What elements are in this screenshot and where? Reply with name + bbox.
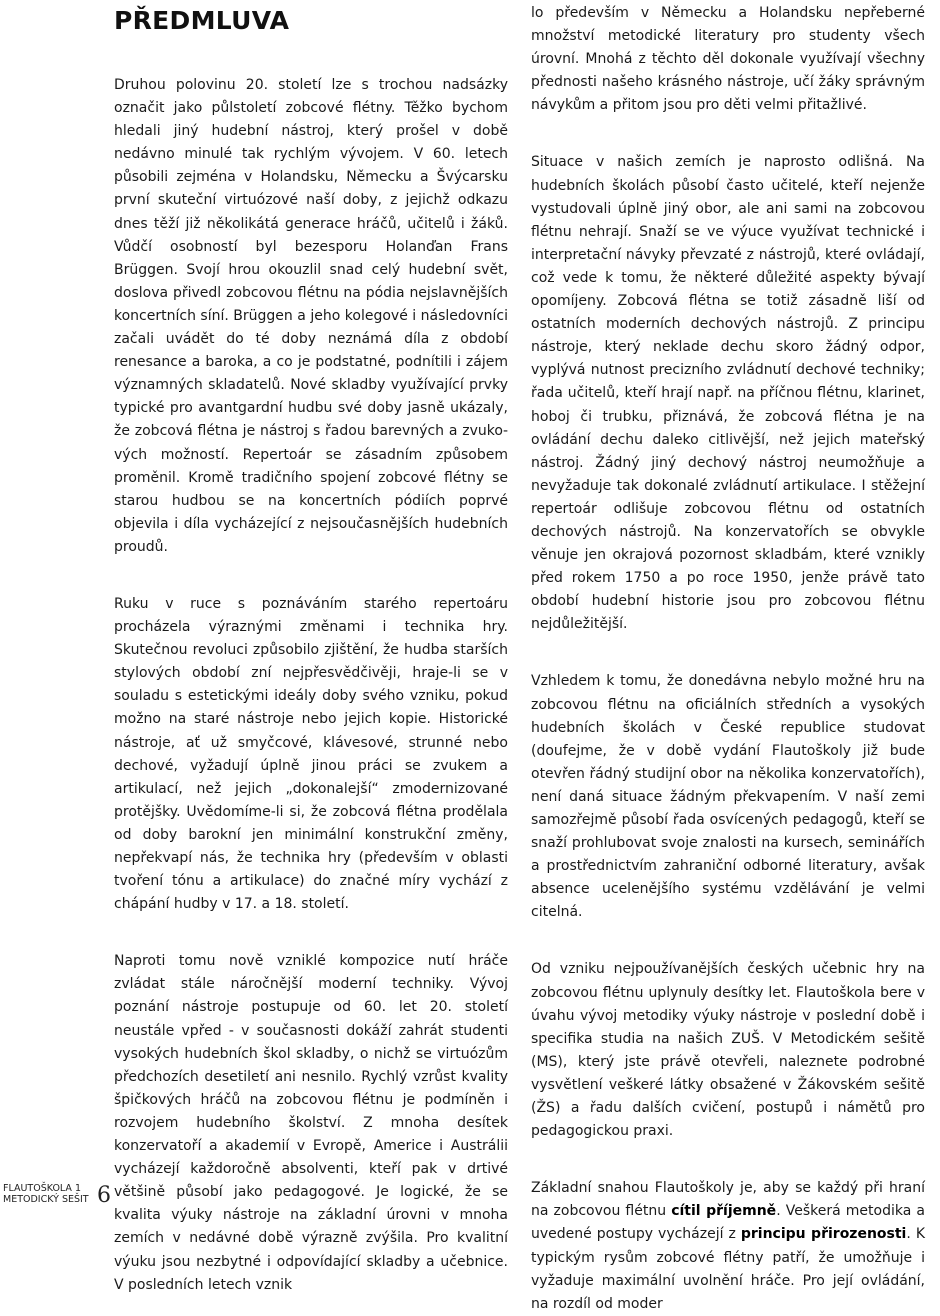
paragraph: Od vzniku nejpoužívanějších českých učebnic hry na zobcovou flétnu uplynuly desítky let. Flautoškola bere v úvahu vývoj metodiky výuky nástroje v poslední době i specifika studia na našich ZUŠ. V Metodickém sešitě (MS), který jste právě otevřeli, naleznete podrobné vysvětlení veškeré látky obsažené v Žákovském sešitě (ŽS) a řadu dalších cvičení, postupů i námětů pro pedagogickou praxi. [531,961,925,1140]
paragraph-text: . Veškerá metodika a uvedené postupy vycházejí z [531,1203,925,1243]
paragraph-with-emphasis [531,1177,925,1316]
footer-volume-name: METODICKÝ SEŠIT [3,1194,89,1205]
paragraph-text: Základní snahou Flautoškoly je, aby se každý při hraní na zobcovou flétnu [531,1180,925,1220]
footer-publication-label [3,1183,89,1205]
page-title: PŘEDMLUVA [114,6,290,35]
emphasis-text: cítil příjemně [671,1203,777,1220]
paragraph-text: . K typickým rysům zobcové flétny patří, že umožňuje i vyžaduje maximální uvolnění hráče. Pro její ovládání, na rozdíl od moder [531,1226,926,1312]
paragraph: Druhou polovinu 20. století lze s trochou nadsázky označit jako půlstoletí zobcové flétny. Těžko bychom hledali jiný hudební nástroj, který prošel v době nedávno minulé tak rychlým vývojem. V 60. letech působili zejména v Holandsku, Německu a Švýcarsku první skuteční virtuózové naší doby, z jejichž odkazu dnes těží již několikátá generace hráčů, učitelů i žáků. Vůdčí osobností byl bezesporu Holanďan Frans Brüggen. Svojí hrou okouzlil snad celý hudební svět, doslova přivedl zobcovou flétnu na pódia nejslavnějších koncertních síní. Brüggen a jeho kolegové i následovníci začali uvádět do té doby neznámá díla z období renesance a baroka, a co je podstatné, podnítili i zájem významných skladatelů. Nové skladby využívající prvky typické pro avantgardní hudbu své doby jasně ukázaly, že zobcová flétna je nástroj s řadou barevných a zvukových možností. Repertoár se zásadním způsobem proměnil. Kromě tradičního spojení zobcové flétny se starou hudbou se na koncertních pódiích poprvé objevila i díla vycházející z nejsoučasnějších hudebních proudů. [114,77,508,555]
paragraph: Ruku v ruce s poznáváním starého repertoáru procházela výraznými změnami i technika hry. Skutečnou revoluci způsobilo zjištění, že hudba starších stylových období zní nejpřesvědčivěji, hraje-li se v souladu s estetickými ideály doby svého vzniku, pokud možno na staré nástroje nebo jejich kopie. Historické nástroje, ať už smyčcové, klávesové, strunné nebo dechové, vyžadují úplně jinou práci se zvukem a artikulací, než jejich „dokonalejší“ zmodernizované protějšky. Uvědomíme-li si, že zobcová flétna prodělala od doby barokní jen minimální konstrukční změny, nepřekvapí nás, že technika hry (především v oblasti tvoření tónu a artikulace) do značné míry vychází z chápání hudby v 17. a 18. století. [114,595,508,913]
paragraph: Situace v našich zemích je naprosto odlišná. Na hudebních školách působí často učitelé, kteří nejenže vystudovali úplně jiný obor, ale ani sami na zobcovou flétnu nehrají. Snaží se ve výuce využívat technické i interpretační návyky převzaté z nástrojů, které ovládají, což vede k tomu, že některé důležité aspekty bývají opomíjeny. Zobcová flétna se totiž zásadně liší od ostatních moderních dechových nástrojů. Z principu nástroje, který neklade dechu skoro žádný odpor, vyplývá nutnost precizního zvládnutí dechové techniky; řada učitelů, kteří hrají např. na příčnou flétnu, klarinet, hoboj či trubku, přiznává, že zobcová flétna je na ovládání dechu daleko citlivější, než jejich mateřský nástroj. Žádný jiný dechový nástroj neumožňuje a nevyžaduje tak dokonalé zvládnutí artikulace. I stěžejní repertoár odlišuje zobcovou flétnu od ostatních dechových nástrojů. Na konzervatořích se obvykle věnuje jen okrajová pozornost skladbám, které vznikly před rokem 1750 a po roce 1950, jenže právě tato období hudební historie jsou pro zobcovou flétnu nejdůležitější. [531,154,925,633]
page-number: 6 [97,1183,111,1208]
paragraph: Vzhledem k tomu, že donedávna nebylo možné hru na zobcovou flétnu na oficiálních středních a vysokých hudebních školách v České republice studovat (doufejme, že v době vydání Flautoškoly již bude otevřen řádný studijní obor na několika konzervatořích), není daná situace žádným překvapením. V naší zemi samozřejmě působí řada osvícených pedagogů, kteří se snaží prohlubovat svoje znalosti na kursech, seminářích a prostřednictvím zahraniční odborné literatury, avšak absence ucelenějšího systému vzdělávání je velmi citelná. [531,673,925,921]
emphasis-text: principu přirozenosti [740,1226,907,1243]
paragraph: lo především v Německu a Holandsku nepřeberné množství metodické literatury pro studenty všech úrovní. Mnohá z těchto děl dokonale využívají všechny přednosti našeho krásného nástroje, učí žáky správným návykům a přitom jsou pro děti velmi přitažlivé. [531,5,925,114]
page-footer [0,1183,120,1213]
paragraph: Naproti tomu nově vzniklé kompozice nutí hráče zvládat stále náročnější moderní techniky. Vývoj poznání nástroje postupuje od 60. let 20. století neustále vpřed - v současnosti dokáží zahrát studenti vysokých hudebních škol skladby, o nichž se virtuózům předchozích desetiletí ani nesnilo. Rychlý vzrůst kvality špičkových hráčů na zobcovou flétnu je podmíněn i rozvojem hudebního školství. Z mnoha desítek konzervatoří a akademií v Evropě, Americe i Austrálii vycházejí každoročně absolventi, kteří pak v drtivé většině působí jako pedagogové. Je logické, že se kvalita výuky nástroje na základní úrovni v mnoha zemích v nedávné době výrazně zvýšila. Pro kvalitní výuku jsou nezbytné i odpovídající skladby a učebnice. V posledních letech vznik [114,953,508,1293]
footer-series-name: FLAUTOŠKOLA 1 [3,1183,81,1194]
left-column [114,74,508,1297]
right-column [531,2,925,1316]
